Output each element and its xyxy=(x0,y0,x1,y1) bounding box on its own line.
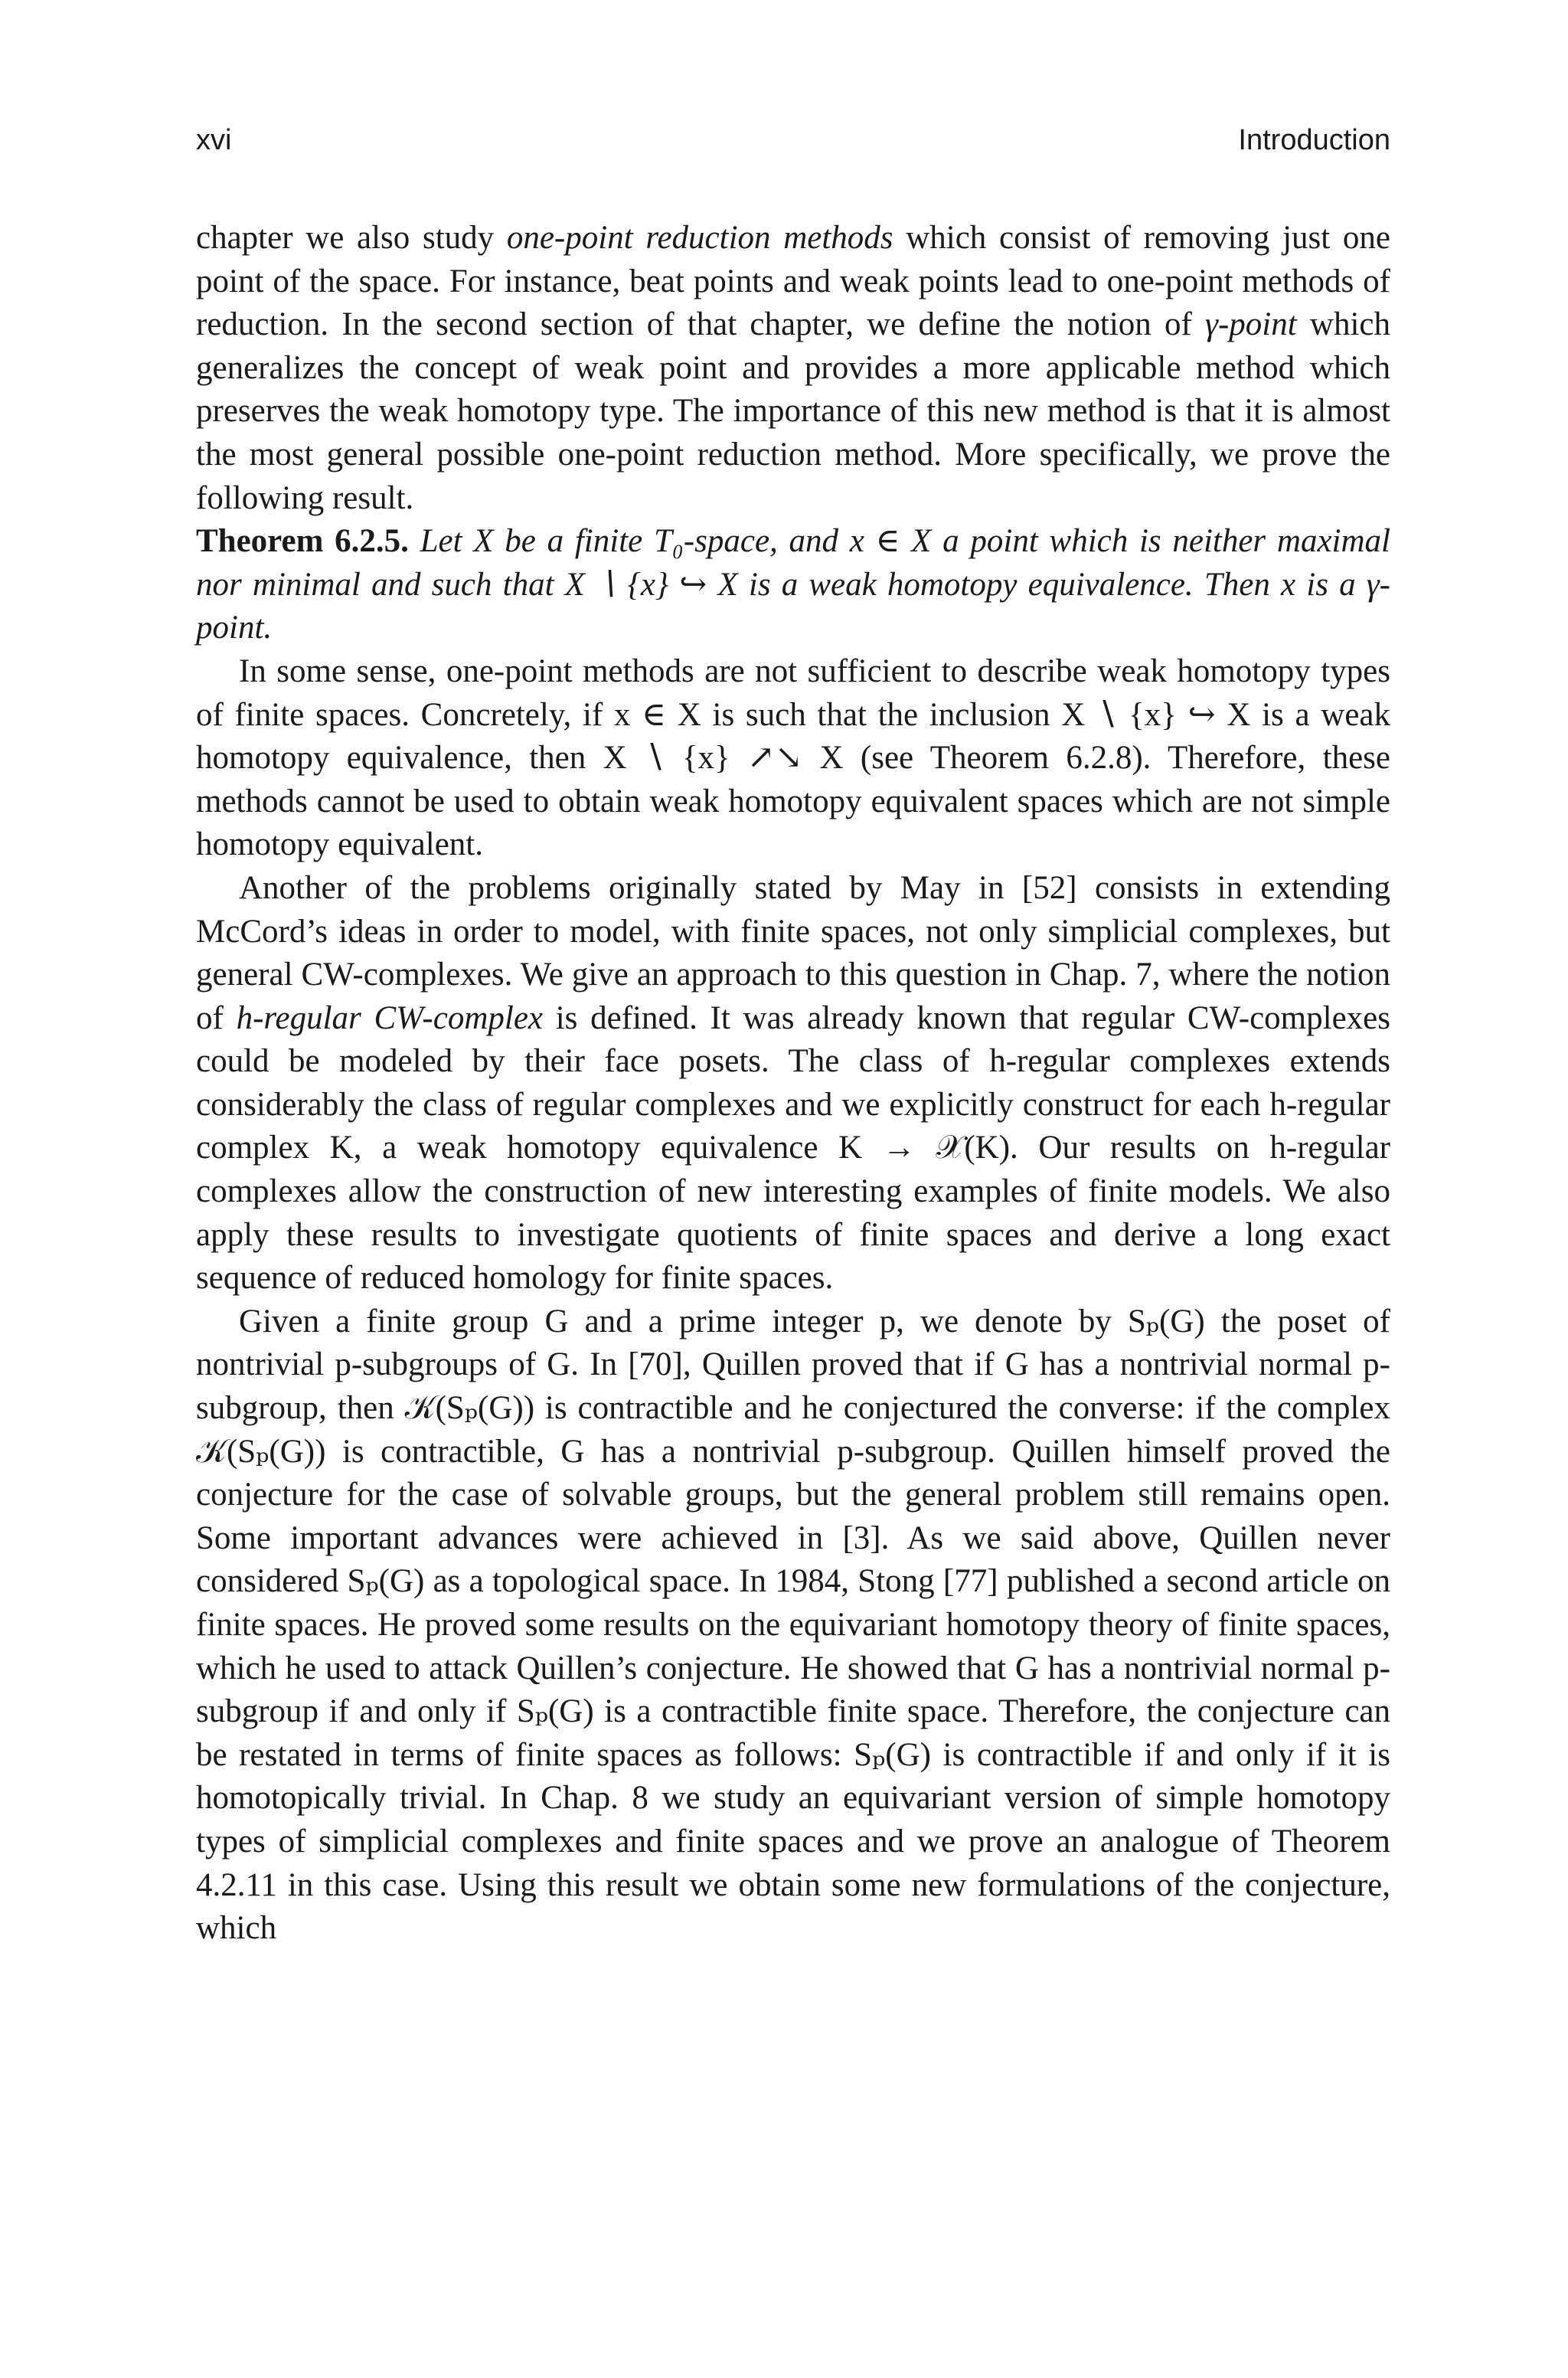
emphasis-one-point-reduction: one-point reduction methods xyxy=(506,220,893,256)
theorem-statement: Let X be a finite T₀-space, and x ∈ X a point which is neither maximal nor minimal and such that X ∖ {x} ↪ X is a weak homotopy equivalence. Then x is a γ-point. xyxy=(196,523,1390,646)
paragraph-3: Another of the problems originally stated by May in [52] consists in extending McCord’s ideas in order to model, with finite spaces, not only simplicial complexes, but general CW-complexes. We give an approach to this question in Chap. 7, where the notion of h-regular CW-complex is defined. It was already known that regular CW-complexes could be modeled by their face posets. The class of h-regular complexes extends considerably the class of regular complexes and we explicitly construct for each h-regular complex K, a weak homotopy equivalence K → 𝒳(K). Our results on h-regular complexes allow the construction of new interesting examples of finite models. We also apply these results to investigate quotients of finite spaces and derive a long exact sequence of reduced homology for finite spaces. xyxy=(196,869,1390,1297)
theorem-6-2-5 xyxy=(196,520,1390,650)
paragraph-1: chapter we also study one-point reduction methods which consist of removing just one point of the space. For instance, beat points and weak points lead to one-point methods of reduction. In the second section of that chapter, we define the notion of γ-point which generalizes the concept of weak point and provides a more applicable method which preserves the weak homotopy type. The importance of this new method is that it is almost the most general possible one-point reduction method. More specifically, we prove the following result. xyxy=(196,220,1390,516)
running-head xyxy=(196,124,1390,162)
theorem-label: Theorem 6.2.5. xyxy=(196,523,409,560)
emphasis-h-regular: h-regular CW-complex xyxy=(236,999,543,1036)
paragraph-2: In some sense, one-point methods are not sufficient to describe weak homotopy types of finite spaces. Concretely, if x ∈ X is such that the inclusion X ∖ {x} ↪ X is a weak homotopy equivalence, then X ∖ {x} ↗↘ X (see Theorem 6.2.8). Therefore, these methods cannot be used to obtain weak homotopy equivalent spaces which are not simple homotopy equivalent. xyxy=(196,653,1390,863)
emphasis-gamma-point: γ-point xyxy=(1205,306,1297,343)
body-text xyxy=(196,217,1390,1951)
chapter-title: Introduction xyxy=(1238,124,1390,156)
paragraph-4: Given a finite group G and a prime integer p, we denote by Sₚ(G) the poset of nontrivial p-subgroups of G. In [70], Quillen proved that if G has a nontrivial normal p-subgroup, then 𝒦(Sₚ(G)) is contractible and he conjectured the converse: if the complex 𝒦(Sₚ(G)) is contractible, G has a nontrivial p-subgroup. Quillen himself proved the conjecture for the case of solvable groups, but the general problem still remains open. Some important advances were achieved in [3]. As we said above, Quillen never considered Sₚ(G) as a topological space. In 1984, Stong [77] published a second article on finite spaces. He proved some results on the equivariant homotopy theory of finite spaces, which he used to attack Quillen’s conjecture. He showed that G has a nontrivial normal p-subgroup if and only if Sₚ(G) is a contractible finite space. Therefore, the conjecture can be restated in terms of finite spaces as follows: Sₚ(G) is contractible if and only if it is homotopically trivial. In Chap. 8 we study an equivariant version of simple homotopy types of simplicial complexes and finite spaces and we prove an analogue of Theorem 4.2.11 in this case. Using this result we obtain some new formulations of the conjecture, which xyxy=(196,1303,1390,1947)
page-number: xvi xyxy=(196,124,232,156)
